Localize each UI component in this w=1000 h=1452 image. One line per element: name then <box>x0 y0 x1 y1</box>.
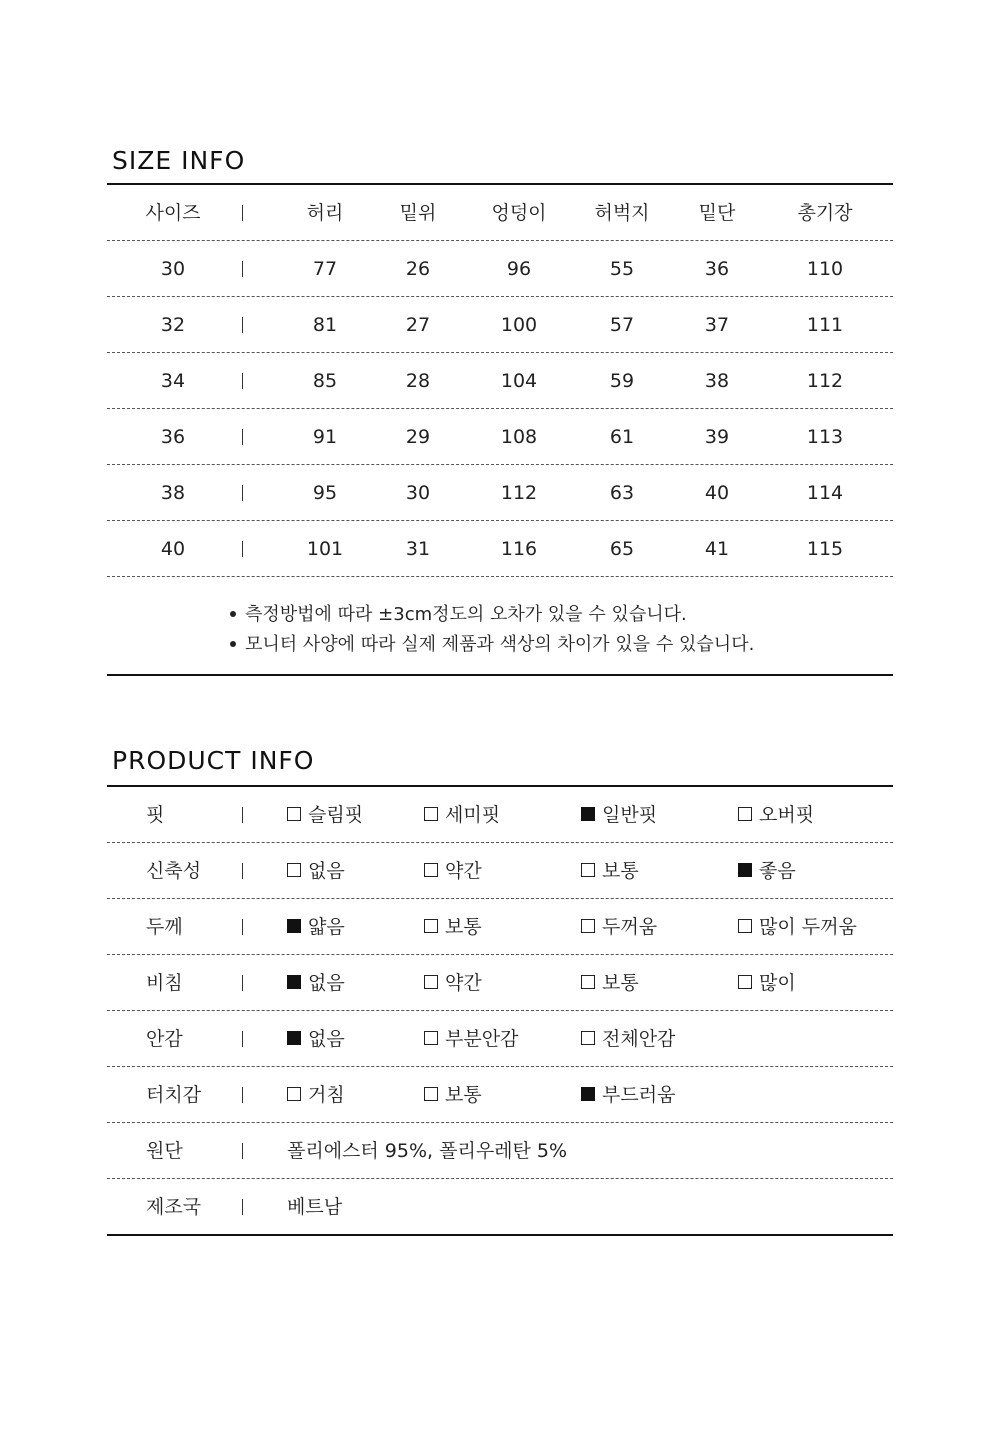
size-header-cell: 밑단 <box>698 202 736 224</box>
size-cell: 32 <box>160 314 186 336</box>
product-option-label: 세미핏 <box>445 804 501 826</box>
product-row <box>0 955 1000 1011</box>
product-row-label: 신축성 <box>146 860 202 882</box>
product-option-label: 오버핏 <box>759 804 815 826</box>
product-row-label: 핏 <box>146 804 165 826</box>
size-cell: 112 <box>500 482 538 504</box>
unchecked-box-icon <box>581 1031 595 1045</box>
product-option <box>581 1067 675 1123</box>
size-cell: 112 <box>806 370 844 392</box>
column-separator <box>242 541 243 557</box>
size-cell: 81 <box>312 314 338 336</box>
product-row <box>0 1011 1000 1067</box>
product-option-label: 약간 <box>445 972 482 994</box>
product-option-label: 두꺼움 <box>602 916 658 938</box>
product-row-label: 원단 <box>146 1140 183 1162</box>
size-cell: 110 <box>806 258 844 280</box>
size-header-cell: 허리 <box>306 202 344 224</box>
size-header-cell: 밑위 <box>399 202 437 224</box>
product-option-label: 많이 두꺼움 <box>759 916 857 938</box>
size-header-cell: 사이즈 <box>145 202 201 224</box>
unchecked-box-icon <box>738 919 752 933</box>
size-header-cell: 총기장 <box>797 202 853 224</box>
unchecked-box-icon <box>738 975 752 989</box>
product-option <box>424 843 482 899</box>
product-info-bottom-rule <box>107 1234 893 1236</box>
size-cell: 59 <box>609 370 635 392</box>
product-option <box>287 1067 345 1123</box>
size-row <box>0 297 1000 353</box>
product-row-value: 베트남 <box>287 1196 343 1218</box>
product-option <box>424 787 500 843</box>
product-option-label: 슬림핏 <box>308 804 364 826</box>
product-option-label: 없음 <box>308 972 345 994</box>
size-cell: 65 <box>609 538 635 560</box>
product-option <box>738 787 814 843</box>
size-row <box>0 465 1000 521</box>
size-cell: 104 <box>500 370 538 392</box>
product-option <box>287 899 345 955</box>
size-cell: 29 <box>405 426 431 448</box>
product-option-label: 보통 <box>445 916 482 938</box>
product-option <box>738 899 857 955</box>
size-cell: 38 <box>160 482 186 504</box>
product-option <box>287 955 345 1011</box>
column-separator <box>242 485 243 501</box>
size-cell: 40 <box>704 482 730 504</box>
product-row-value: 폴리에스터 95%, 폴리우레탄 5% <box>287 1140 568 1162</box>
product-option-label: 보통 <box>602 860 639 882</box>
unchecked-box-icon <box>424 919 438 933</box>
size-cell: 38 <box>704 370 730 392</box>
size-cell: 40 <box>160 538 186 560</box>
size-info-title: SIZE INFO <box>112 146 246 175</box>
size-cell: 27 <box>405 314 431 336</box>
size-cell: 91 <box>312 426 338 448</box>
size-cell: 61 <box>609 426 635 448</box>
product-option <box>581 787 657 843</box>
size-cell: 85 <box>312 370 338 392</box>
product-option-label: 없음 <box>308 860 345 882</box>
product-option <box>581 843 639 899</box>
product-row <box>0 843 1000 899</box>
size-cell: 77 <box>312 258 338 280</box>
unchecked-box-icon <box>424 1087 438 1101</box>
size-cell: 36 <box>160 426 186 448</box>
unchecked-box-icon <box>581 919 595 933</box>
product-option <box>424 955 482 1011</box>
size-cell: 116 <box>500 538 538 560</box>
product-row-label: 비침 <box>146 972 183 994</box>
product-row-label: 터치감 <box>146 1084 202 1106</box>
size-header-cell: 허벅지 <box>594 202 650 224</box>
size-row <box>0 241 1000 297</box>
size-cell: 108 <box>500 426 538 448</box>
unchecked-box-icon <box>738 807 752 821</box>
product-option <box>287 787 363 843</box>
checked-box-icon <box>287 975 301 989</box>
product-option <box>738 843 796 899</box>
row-divider <box>107 576 893 577</box>
product-option <box>287 843 345 899</box>
column-separator <box>242 205 243 221</box>
product-option <box>581 1011 675 1067</box>
unchecked-box-icon <box>424 863 438 877</box>
checked-box-icon <box>287 919 301 933</box>
product-option <box>424 899 482 955</box>
size-cell: 26 <box>405 258 431 280</box>
product-option <box>581 899 657 955</box>
checked-box-icon <box>738 863 752 877</box>
size-cell: 115 <box>806 538 844 560</box>
unchecked-box-icon <box>581 975 595 989</box>
size-cell: 55 <box>609 258 635 280</box>
product-row-label: 두께 <box>146 916 183 938</box>
size-note: 측정방법에 따라 ±3cm정도의 오차가 있을 수 있습니다. <box>230 600 754 630</box>
product-row-label: 안감 <box>146 1028 183 1050</box>
product-option <box>424 1067 482 1123</box>
product-option <box>287 1011 345 1067</box>
size-cell: 41 <box>704 538 730 560</box>
product-option-label: 보통 <box>602 972 639 994</box>
product-option <box>738 955 796 1011</box>
size-info-bottom-rule <box>107 674 893 676</box>
column-separator <box>242 373 243 389</box>
size-cell: 36 <box>704 258 730 280</box>
column-separator <box>242 975 243 991</box>
size-row <box>0 353 1000 409</box>
size-header-cell: 엉덩이 <box>491 202 547 224</box>
column-separator <box>242 317 243 333</box>
bullet-icon <box>230 611 236 617</box>
product-option-label: 좋음 <box>759 860 796 882</box>
size-cell: 30 <box>160 258 186 280</box>
unchecked-box-icon <box>424 807 438 821</box>
product-option-label: 거침 <box>308 1084 345 1106</box>
column-separator <box>242 1143 243 1159</box>
product-info-title: PRODUCT INFO <box>112 746 315 775</box>
product-option-label: 전체안감 <box>602 1028 676 1050</box>
size-cell: 30 <box>405 482 431 504</box>
unchecked-box-icon <box>581 863 595 877</box>
column-separator <box>242 863 243 879</box>
checked-box-icon <box>581 807 595 821</box>
size-cell: 37 <box>704 314 730 336</box>
column-separator <box>242 1031 243 1047</box>
size-note: 모니터 사양에 따라 실제 제품과 색상의 차이가 있을 수 있습니다. <box>230 630 754 660</box>
product-row <box>0 787 1000 843</box>
product-option-label: 얇음 <box>308 916 345 938</box>
product-option-label: 없음 <box>308 1028 345 1050</box>
product-option-label: 일반핏 <box>602 804 658 826</box>
product-option-label: 약간 <box>445 860 482 882</box>
size-cell: 96 <box>506 258 532 280</box>
size-cell: 57 <box>609 314 635 336</box>
size-row <box>0 521 1000 577</box>
size-cell: 39 <box>704 426 730 448</box>
product-option <box>581 955 639 1011</box>
checked-box-icon <box>581 1087 595 1101</box>
column-separator <box>242 429 243 445</box>
product-row <box>0 1067 1000 1123</box>
column-separator <box>242 261 243 277</box>
unchecked-box-icon <box>424 975 438 989</box>
product-option-label: 부분안감 <box>445 1028 519 1050</box>
unchecked-box-icon <box>287 1087 301 1101</box>
size-notes <box>230 600 754 660</box>
size-row <box>0 409 1000 465</box>
product-option-label: 보통 <box>445 1084 482 1106</box>
column-separator <box>242 1087 243 1103</box>
size-cell: 28 <box>405 370 431 392</box>
product-option-label: 많이 <box>759 972 796 994</box>
size-cell: 34 <box>160 370 186 392</box>
unchecked-box-icon <box>287 863 301 877</box>
product-row <box>0 1123 1000 1179</box>
product-row-label: 제조국 <box>146 1196 202 1218</box>
unchecked-box-icon <box>287 807 301 821</box>
size-cell: 111 <box>806 314 844 336</box>
size-cell: 101 <box>306 538 344 560</box>
checked-box-icon <box>287 1031 301 1045</box>
size-cell: 114 <box>806 482 844 504</box>
size-cell: 95 <box>312 482 338 504</box>
column-separator <box>242 919 243 935</box>
product-row <box>0 899 1000 955</box>
product-option <box>424 1011 518 1067</box>
unchecked-box-icon <box>424 1031 438 1045</box>
size-cell: 31 <box>405 538 431 560</box>
column-separator <box>242 1199 243 1215</box>
size-cell: 63 <box>609 482 635 504</box>
size-cell: 100 <box>500 314 538 336</box>
product-row <box>0 1179 1000 1235</box>
size-header-row <box>0 185 1000 241</box>
bullet-icon <box>230 641 236 647</box>
product-option-label: 부드러움 <box>602 1084 676 1106</box>
column-separator <box>242 807 243 823</box>
size-cell: 113 <box>806 426 844 448</box>
